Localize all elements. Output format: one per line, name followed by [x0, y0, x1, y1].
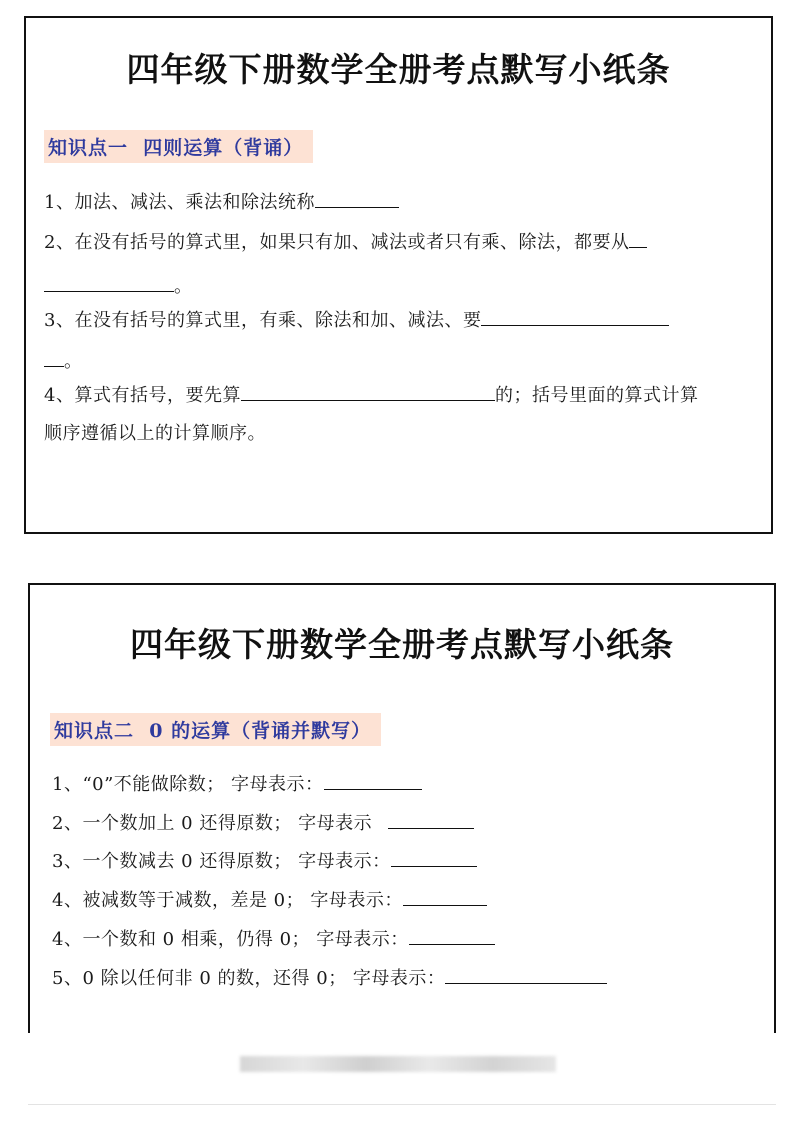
- answer-blank[interactable]: [409, 926, 495, 945]
- fill-item-1: [52, 771, 422, 797]
- answer-blank[interactable]: [241, 382, 495, 401]
- item-text: 4、一个数和 0 相乘，仍得 0； 字母表示：: [52, 929, 409, 950]
- answer-blank[interactable]: [388, 810, 474, 829]
- item-text: 4、被减数等于减数，差是 0； 字母表示：: [52, 890, 403, 911]
- card-title: 四年级下册数学全册考点默写小纸条: [126, 50, 671, 89]
- fill-item-4-cont: [44, 422, 266, 446]
- item-text: 。: [174, 276, 193, 297]
- card-title: 四年级下册数学全册考点默写小纸条: [130, 625, 674, 664]
- fill-item-4: [52, 887, 487, 913]
- section-heading: 知识点二 0 的运算（背诵并默写）: [50, 713, 381, 746]
- fill-item-6: [52, 965, 607, 991]
- item-text: 的；括号里面的算式计算: [494, 385, 699, 406]
- answer-blank[interactable]: [629, 229, 647, 248]
- answer-blank[interactable]: [315, 189, 399, 208]
- fill-item-3-cont: [44, 348, 83, 374]
- item-text: 2、一个数加上 0 还得原数； 字母表示: [52, 813, 379, 834]
- section-heading: 知识点一 四则运算（背诵）: [44, 130, 313, 163]
- divider: [28, 1104, 776, 1105]
- item-text: 。: [64, 351, 83, 372]
- item-text: 3、在没有括号的算式里，有乘、除法和加、减法、要: [44, 310, 482, 331]
- answer-blank[interactable]: [391, 848, 477, 867]
- fill-item-4: [44, 382, 698, 408]
- item-text: 1、“0”不能做除数； 字母表示：: [52, 774, 324, 795]
- fill-item-2: [44, 229, 647, 255]
- fill-item-5: [52, 926, 495, 952]
- blurred-watermark: [240, 1056, 556, 1072]
- answer-blank[interactable]: [445, 965, 607, 984]
- fill-item-2-cont: [44, 273, 193, 299]
- answer-blank[interactable]: [403, 887, 487, 906]
- item-text: 4、算式有括号，要先算: [44, 385, 241, 406]
- fill-item-2: [52, 810, 474, 836]
- item-text: 5、0 除以任何非 0 的数，还得 0； 字母表示：: [52, 968, 446, 989]
- item-text: 2、在没有括号的算式里，如果只有加、减法或者只有乘、除法，都要从: [44, 232, 630, 253]
- answer-blank[interactable]: [324, 771, 422, 790]
- item-text: 顺序遵循以上的计算顺序。: [44, 423, 266, 444]
- answer-blank[interactable]: [44, 348, 64, 367]
- fill-item-3: [52, 848, 477, 874]
- note-card-1: [24, 16, 773, 534]
- item-text: 3、一个数减去 0 还得原数； 字母表示：: [52, 851, 391, 872]
- fill-item-1: [44, 189, 399, 215]
- fill-item-3: [44, 307, 669, 333]
- note-card-2: [28, 583, 776, 1033]
- answer-blank[interactable]: [44, 273, 174, 292]
- item-text: 1、加法、减法、乘法和除法统称: [44, 192, 315, 213]
- answer-blank[interactable]: [481, 307, 669, 326]
